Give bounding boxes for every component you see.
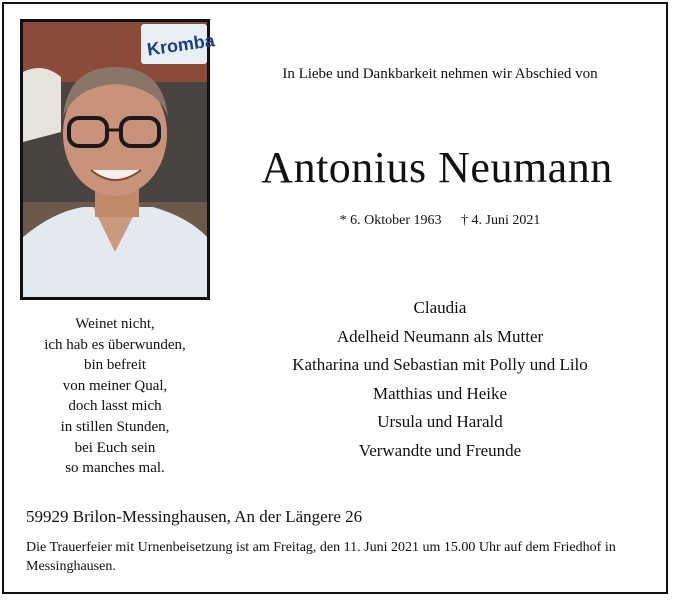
mourner: Ursula und Harald <box>377 412 503 431</box>
mourner: Katharina und Sebastian mit Polly und Lilo <box>292 355 588 374</box>
poem-line: so manches mal. <box>65 460 165 477</box>
intro-text: In Liebe und Dankbarkeit nehmen wir Abschied von <box>282 66 598 82</box>
mourner: Matthias und Heike <box>372 383 508 403</box>
poem-line: ich hab es überwunden, <box>44 336 186 353</box>
death-date: † 4. Juni 2021 <box>461 213 541 228</box>
birth-date: * 6. Oktober 1963 <box>339 213 442 228</box>
mourner: Adelheid Neumann als Mutter <box>336 326 544 346</box>
deceased-name: Antonius Neumann <box>261 143 613 192</box>
poem-line: in stillen Stunden, <box>60 418 170 435</box>
poem <box>20 314 210 479</box>
poem-line: bin befreit <box>83 357 147 374</box>
mourners-list <box>230 294 650 465</box>
mourner: Verwandte und Freunde <box>358 440 522 460</box>
portrait-photo <box>20 19 216 300</box>
poem-line: bei Euch sein <box>74 439 156 456</box>
family-address: 59929 Brilon-Messinghausen, An der Längere 26 <box>26 507 363 526</box>
portrait-photo-icon <box>23 22 216 297</box>
poem-line: doch lasst mich <box>68 398 162 415</box>
poem-line: von meiner Qual, <box>62 377 168 394</box>
photo-sign-text: Kromba <box>145 30 216 60</box>
service-notice: Die Trauerfeier mit Urnenbeisetzung ist am Freitag, den 11. Juni 2021 um 15.00 Uhr auf dem Friedhof in Messinghausen. <box>26 540 616 574</box>
mourner: Claudia <box>413 298 467 317</box>
life-dates <box>230 213 650 229</box>
poem-line: Weinet nicht, <box>75 316 155 332</box>
